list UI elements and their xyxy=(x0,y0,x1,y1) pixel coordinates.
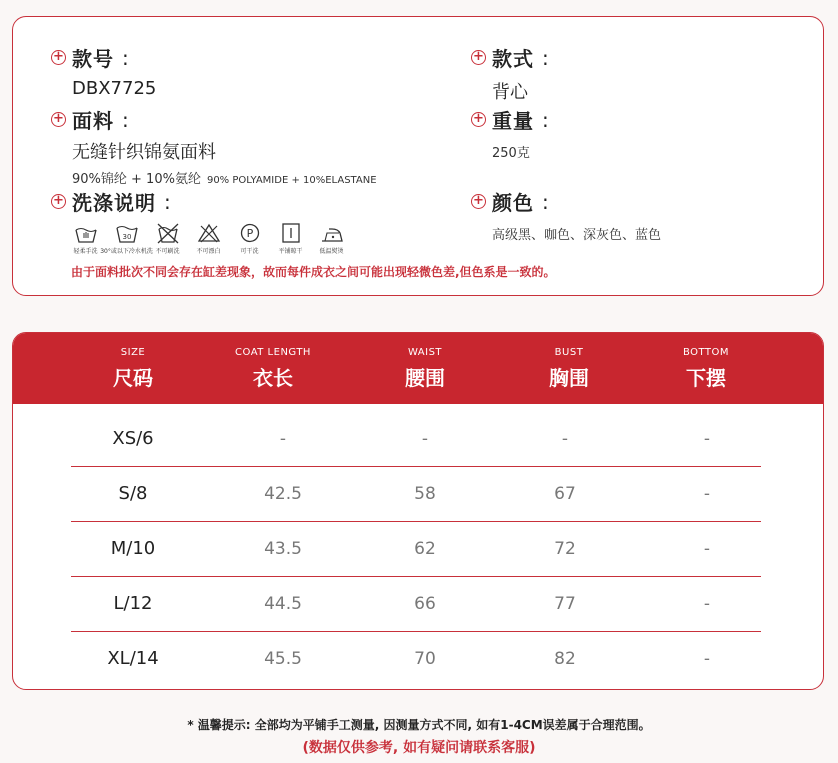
care-item: 低温熨烫 xyxy=(311,222,352,255)
cell-bust: 67 xyxy=(554,484,576,504)
colon: : xyxy=(542,189,549,214)
header-bust: BUST 胸围 xyxy=(549,347,589,390)
table-row xyxy=(71,632,761,687)
composition-en: 90% POLYAMIDE + 10%ELASTANE xyxy=(206,175,377,186)
header-coat-length: COAT LENGTH 衣长 xyxy=(235,347,311,390)
wash-field xyxy=(51,187,352,255)
reference-note: (数据仅供参考, 如有疑问请联系客服) xyxy=(302,740,536,756)
plus-circle-icon: + xyxy=(471,50,486,65)
no-bleach-icon xyxy=(196,222,222,244)
cell-size: XS/6 xyxy=(112,428,154,449)
cell-coat-length: 42.5 xyxy=(264,484,302,504)
fabric-composition xyxy=(72,168,377,187)
weight-field xyxy=(471,105,549,161)
svg-text:30: 30 xyxy=(122,233,131,241)
svg-text:P: P xyxy=(246,227,253,240)
fabric-value: 无缝针织锦氨面料 xyxy=(72,142,216,163)
cell-bottom: - xyxy=(703,539,711,559)
cell-bottom: - xyxy=(703,429,711,449)
colon: : xyxy=(122,107,129,132)
style-value: 背心 xyxy=(492,82,528,103)
style-label: 款式 xyxy=(492,47,534,71)
header-size: SIZE 尺码 xyxy=(113,347,153,390)
cell-bottom: - xyxy=(703,649,711,669)
fabric-label: 面料 xyxy=(72,109,114,133)
colon: : xyxy=(542,45,549,70)
cell-coat-length: 43.5 xyxy=(264,539,302,559)
cell-coat-length: 44.5 xyxy=(264,594,302,614)
cell-bottom: - xyxy=(703,484,711,504)
colon: : xyxy=(122,45,129,70)
machine-wash-30-icon xyxy=(114,222,140,244)
size-table-header xyxy=(13,333,823,404)
weight-value: 250克 xyxy=(492,146,530,161)
table-row xyxy=(71,522,761,577)
cell-bust: 77 xyxy=(554,594,576,614)
care-icons xyxy=(65,222,352,255)
style-field xyxy=(471,43,549,104)
care-item: 平铺晾干 xyxy=(270,222,311,255)
cell-coat-length: - xyxy=(279,429,287,449)
cell-waist: 62 xyxy=(414,539,436,559)
header-bottom: BOTTOM 下摆 xyxy=(682,347,730,390)
no-tumble-dry-icon xyxy=(155,222,181,244)
cell-waist: 66 xyxy=(414,594,436,614)
color-value: 高级黑、咖色、深灰色、蓝色 xyxy=(492,228,662,243)
measurement-tip: * 温馨提示: 全部均为平铺手工测量, 因测量方式不同, 如有1-4CM误差属于合理范围。 xyxy=(187,718,651,732)
header-waist: WAIST 腰围 xyxy=(405,347,445,390)
dry-clean-p-icon xyxy=(237,222,263,244)
cell-bust: 82 xyxy=(554,649,576,669)
plus-circle-icon: + xyxy=(471,112,486,127)
wash-label: 洗涤说明 xyxy=(72,191,156,215)
plus-circle-icon: + xyxy=(471,194,486,209)
table-row xyxy=(71,412,761,467)
cell-waist: - xyxy=(421,429,429,449)
care-item: 不可刷洗 xyxy=(147,222,188,255)
low-iron-icon xyxy=(319,222,345,244)
gentle-hand-wash-icon xyxy=(73,222,99,244)
plus-circle-icon: + xyxy=(51,112,66,127)
plus-circle-icon: + xyxy=(51,194,66,209)
product-info-card xyxy=(12,16,824,296)
color-difference-notice: 由于面料批次不同会存在缸差现象，故而每件成衣之间可能出现轻微色差,但色系是一致的。 xyxy=(71,265,556,279)
care-item: 30 30°或以下冷水机洗 xyxy=(106,222,147,255)
color-label: 颜色 xyxy=(492,191,534,215)
flat-dry-icon xyxy=(278,222,304,244)
colon: : xyxy=(542,107,549,132)
table-row xyxy=(71,467,761,522)
colon: : xyxy=(164,189,171,214)
cell-waist: 70 xyxy=(414,649,436,669)
table-row xyxy=(71,577,761,632)
cell-coat-length: 45.5 xyxy=(264,649,302,669)
care-item: 不可漂白 xyxy=(188,222,229,255)
cell-bust: 72 xyxy=(554,539,576,559)
cell-size: L/12 xyxy=(113,593,153,614)
cell-size: XL/14 xyxy=(107,648,159,669)
weight-label: 重量 xyxy=(492,109,534,133)
composition-cn: 90%锦纶 + 10%氨纶 xyxy=(72,172,201,187)
fabric-field xyxy=(51,105,377,187)
plus-circle-icon: + xyxy=(51,50,66,65)
cell-bust: - xyxy=(561,429,569,449)
cell-bottom: - xyxy=(703,594,711,614)
style-number-label: 款号 xyxy=(72,47,114,71)
care-item: 轻柔手洗 xyxy=(65,222,106,255)
cell-waist: 58 xyxy=(414,484,436,504)
color-field xyxy=(471,187,661,243)
size-table xyxy=(12,332,824,690)
cell-size: S/8 xyxy=(118,483,148,504)
cell-size: M/10 xyxy=(110,538,156,559)
style-number-value: DBX7725 xyxy=(72,78,157,99)
style-number-field xyxy=(51,43,156,99)
care-item: P 可干洗 xyxy=(229,222,270,255)
